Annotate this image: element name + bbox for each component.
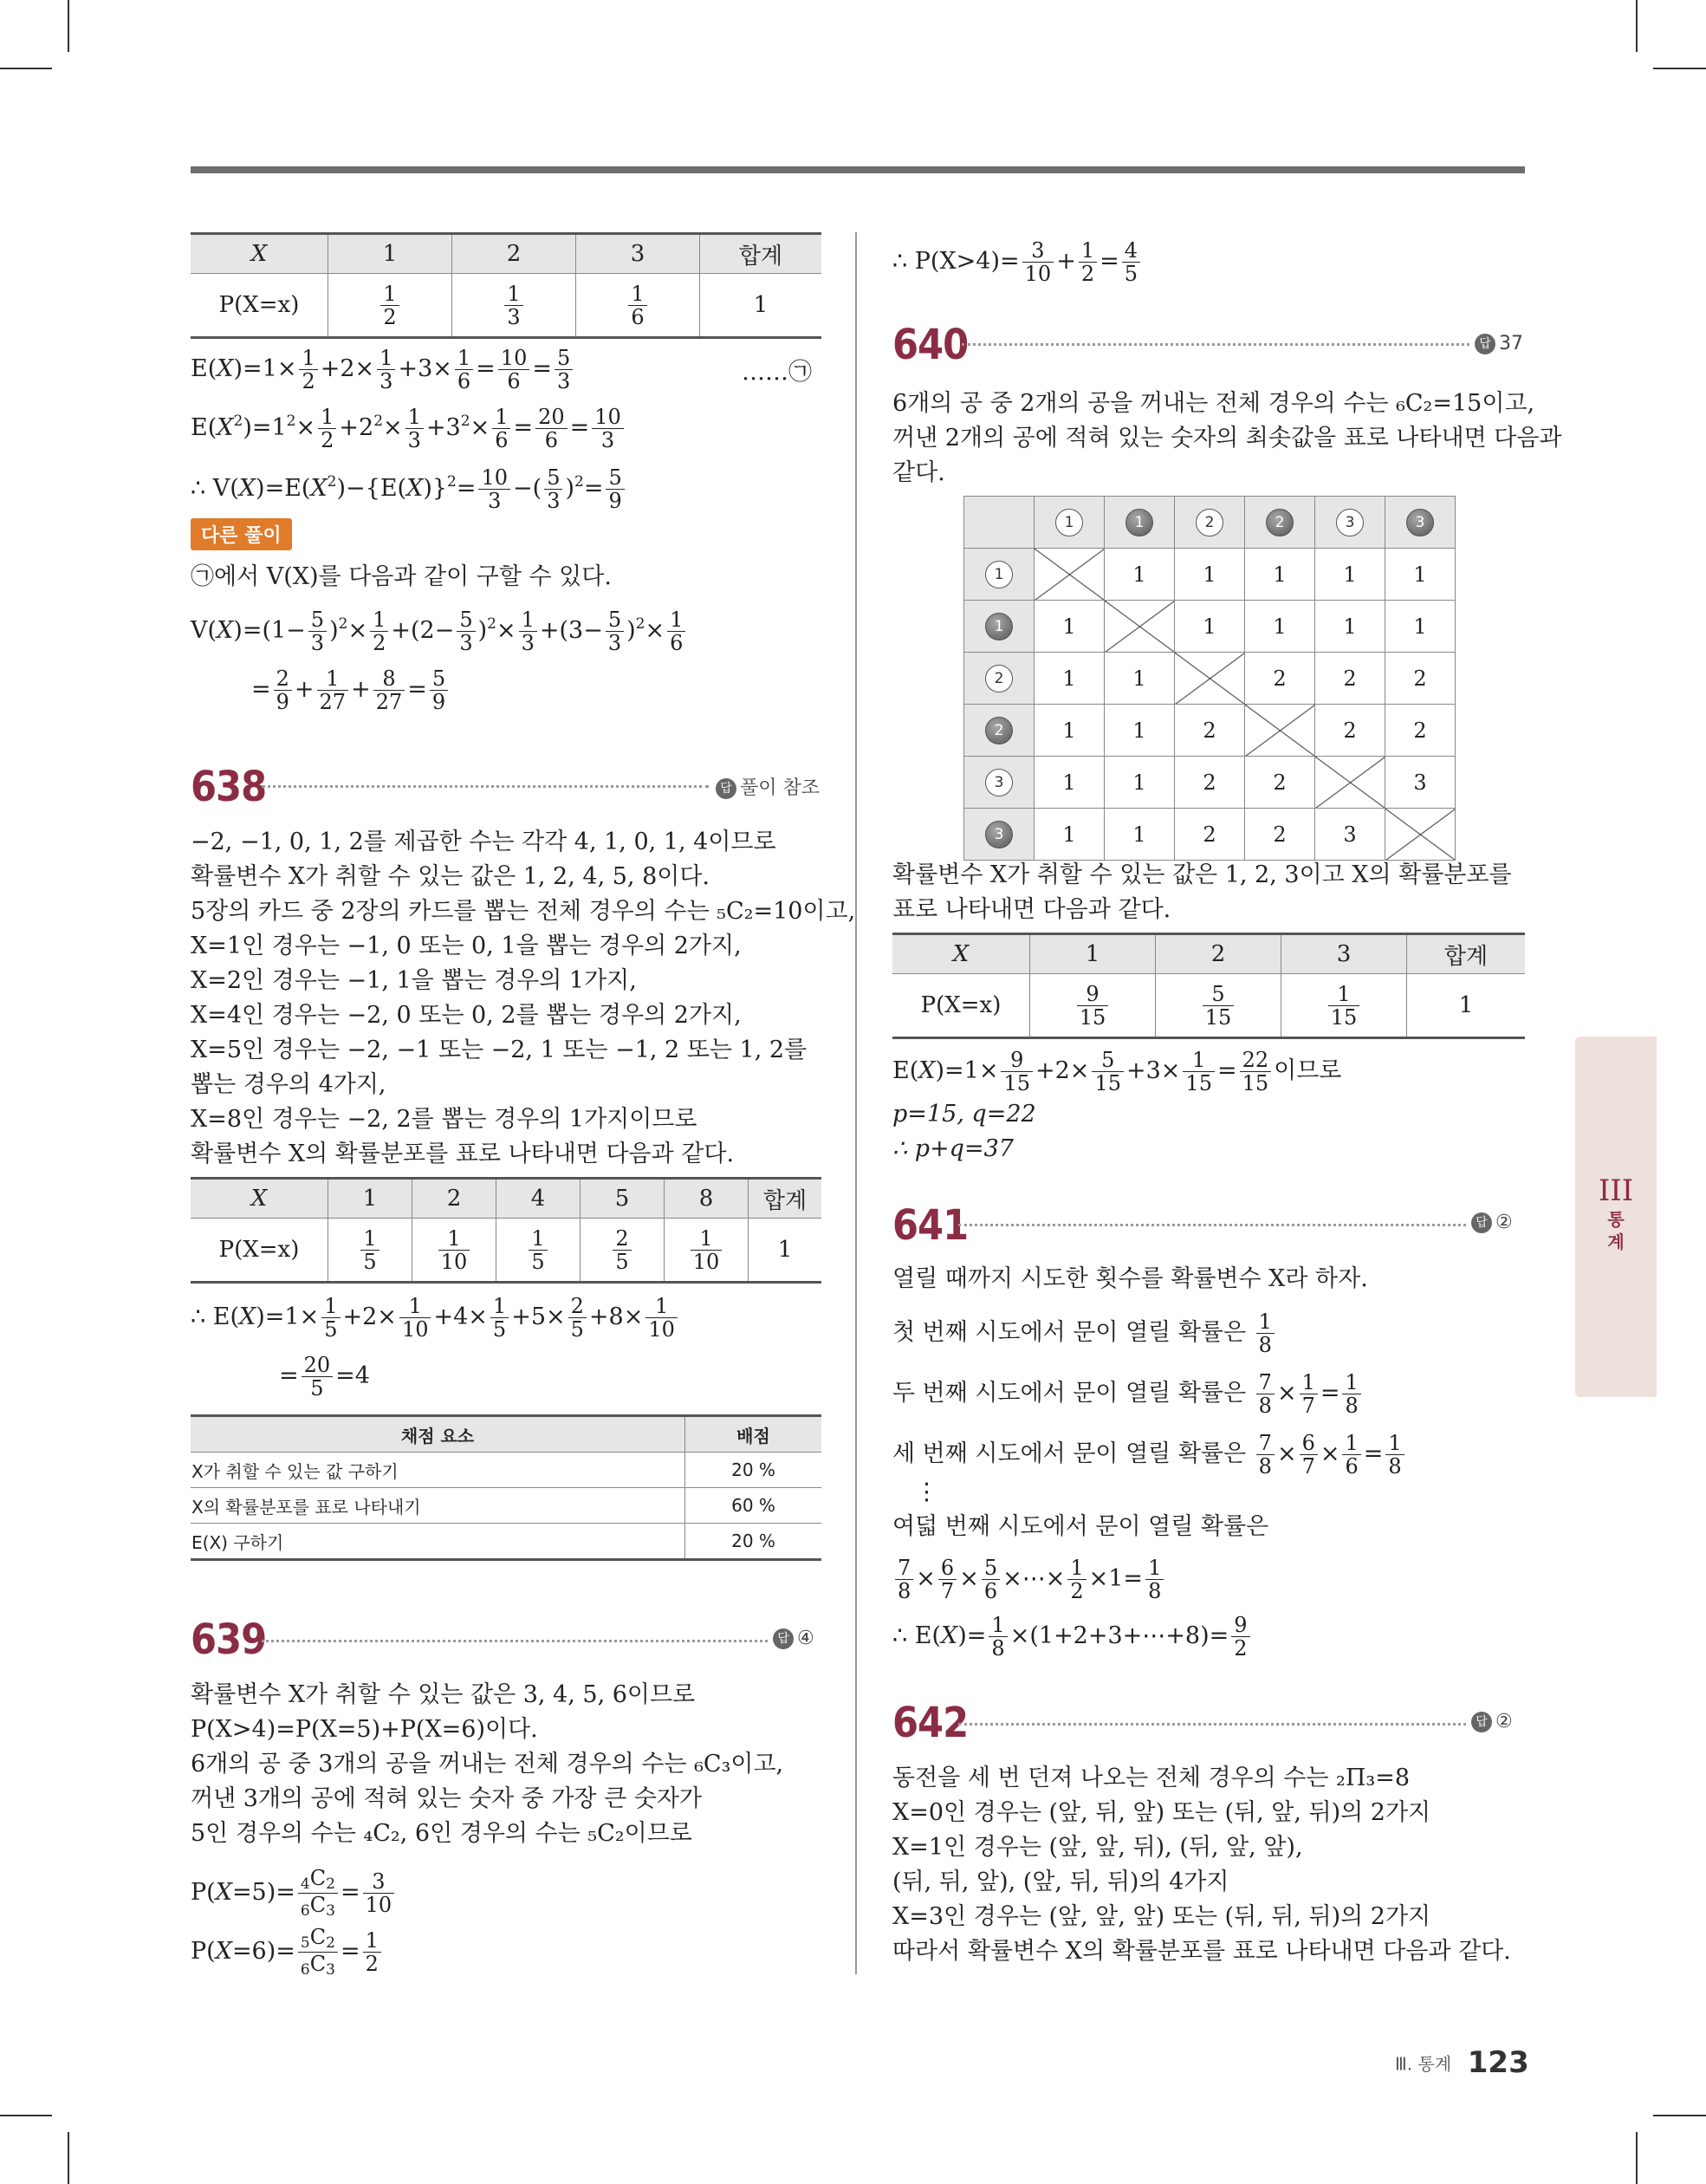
table-row — [191, 1453, 821, 1488]
denominator: 15 — [1079, 1004, 1106, 1030]
table-cell: 1 — [1407, 974, 1526, 1038]
denominator: 10 — [692, 1249, 720, 1274]
text-line: 표로 나타내면 다음과 같다. — [892, 896, 1171, 923]
text-line: 첫 번째 시도에서 문이 열릴 확률은 $\frac{1}{8}$ — [892, 1310, 1277, 1356]
alt-solution-badge: 다른 풀이 — [191, 518, 292, 550]
text-line: 뽑는 경우의 4가지, — [191, 1071, 386, 1098]
table-cell — [328, 274, 452, 338]
table-cell — [1281, 974, 1407, 1038]
answer-icon: 답 — [773, 1628, 794, 1649]
text-line: 세 번째 시도에서 문이 열릴 확률은 $\frac{7}{8}$ × $\frac{6}{7}$ × $\frac{1}{6}$ = $\frac{1}{8}$ — [892, 1432, 1407, 1478]
numerator: 1 — [360, 1227, 379, 1251]
table-header-cell: 3 — [1281, 934, 1407, 974]
grid-cell: 2 — [1385, 653, 1456, 705]
numerator: 1 — [691, 1227, 723, 1251]
equation-marker: ……㉠ — [742, 359, 812, 386]
text-line: 5인 경우의 수는 ₄C₂, 6인 경우의 수는 ₅C₂이므로 — [191, 1820, 692, 1847]
answer-640 — [1475, 333, 1523, 354]
formula-alt-vx: V(X)=(1− $\frac{5}{3}$ )$^2$× $\frac{1}{2}$ +(2− $\frac{5}{3}$ )$^2$× $\frac{1}{3}$ +(3− $\frac{5}{3}$ )$^2$× $\frac{1}{6}$ — [191, 607, 688, 654]
text-span: 세 번째 시도에서 문이 열릴 확률은 — [892, 1440, 1247, 1467]
table-cell — [452, 274, 576, 338]
grid-cell: 2 — [1385, 705, 1456, 757]
text-line: 꺼낸 3개의 공에 적혀 있는 숫자 중 가장 큰 숫자가 — [191, 1785, 702, 1812]
chapter-roman: III — [1598, 1173, 1634, 1208]
problem-number-642: 642 — [892, 1699, 969, 1747]
grid-cell: 2 — [1175, 757, 1245, 809]
grid-cell: 1 — [1385, 549, 1456, 601]
dotted-leader — [262, 785, 709, 788]
formula-8th: $\frac{7}{8}$ × $\frac{6}{7}$ × $\frac{5}{6}$ ×⋯× $\frac{1}{2}$ ×1= $\frac{1}{8}$ — [892, 1557, 1166, 1602]
table-cell — [1156, 974, 1281, 1038]
table-cell — [665, 1219, 749, 1283]
table-cell — [1030, 974, 1156, 1038]
formula-ex: E(X)=1× $\frac{1}{2}$ +2× $\frac{1}{3}$ +3× $\frac{1}{6}$ = $\frac{10}{6}$ = $\frac{5}{3}$ — [191, 347, 575, 393]
table-cell — [576, 274, 700, 338]
formula-p5: P(X=5)= $\frac{_4C_2}{_6C_3}$ = $\frac{3}{10}$ — [191, 1867, 397, 1920]
answer-text: ④ — [797, 1628, 814, 1649]
table-header-cell: 2 — [452, 234, 576, 274]
formula-ex-638-result: = $\frac{20}{5}$ =4 — [279, 1353, 370, 1401]
grid-cell-excluded — [1105, 601, 1175, 653]
vertical-ellipsis: ⋮ — [915, 1479, 938, 1505]
table-cell: 1 — [749, 1219, 822, 1283]
table-header-cell: 합계 — [749, 1179, 822, 1219]
grid-col-header — [1105, 497, 1175, 549]
chapter-label: 계 — [1607, 1232, 1625, 1252]
grid-corner — [964, 497, 1035, 549]
grid-cell: 1 — [1245, 549, 1315, 601]
text-line: X=4인 경우는 −2, 0 또는 0, 2를 뽑는 경우의 2가지, — [191, 1002, 742, 1029]
grid-cell: 1 — [1035, 653, 1105, 705]
grid-cell: 1 — [1105, 705, 1175, 757]
dotted-leader — [262, 1640, 768, 1642]
answer-text: ② — [1495, 1212, 1513, 1233]
dotted-leader — [962, 343, 1469, 346]
answer-text: ② — [1495, 1711, 1513, 1732]
grid-cell: 3 — [1385, 757, 1456, 809]
problem-number-639: 639 — [191, 1615, 267, 1664]
problem-number-640: 640 — [892, 321, 969, 369]
grid-row-header — [964, 653, 1035, 705]
text-line: X=8인 경우는 −2, 2를 뽑는 경우의 1가지이므로 — [191, 1106, 697, 1133]
grid-cell-excluded — [1385, 809, 1456, 861]
grading-table — [191, 1414, 821, 1561]
numerator: 1 — [438, 1227, 470, 1251]
numerator: 1 — [504, 283, 522, 306]
problem-number-638: 638 — [191, 763, 267, 811]
text-span: 두 번째 시도에서 문이 열릴 확률은 — [892, 1380, 1247, 1407]
chapter-side-tab — [1575, 1037, 1657, 1397]
text-line: 6개의 공 중 2개의 공을 꺼내는 전체 경우의 수는 ₆C₂=15이고, — [892, 390, 1535, 417]
dark-ball-icon: 2 — [1266, 509, 1294, 536]
formula-alt-result: = $\frac{2}{9}$ + $\frac{1}{27}$ + $\frac{8}{27}$ = $\frac{5}{9}$ — [251, 667, 451, 713]
table-header-cell: 1 — [1030, 934, 1156, 974]
table-header-cell: X — [191, 234, 328, 274]
denominator: 15 — [1204, 1004, 1232, 1030]
table-row-label: P(X=x) — [191, 1219, 328, 1283]
grid-cell: 2 — [1245, 757, 1315, 809]
dark-ball-icon: 3 — [1406, 509, 1434, 536]
grid-cell: 1 — [1035, 757, 1105, 809]
grid-cell: 1 — [1245, 601, 1315, 653]
formula-vx: ∴ $V(X)=E(X^2)-\{E(X)\}^2=$ $\frac{10}{3}$ −( $\frac{5}{3}$ )$^2$= $\frac{5}{9}$ — [191, 465, 627, 512]
grid-cell: 2 — [1245, 809, 1315, 861]
table-row-label: P(X=x) — [892, 974, 1030, 1038]
dark-ball-icon: 1 — [1125, 509, 1153, 536]
page-footer — [1395, 2045, 1529, 2080]
footer-chapter: Ⅲ. 통계 — [1395, 2053, 1452, 2075]
text-line: p=15, q=22 — [892, 1101, 1036, 1128]
table-row — [191, 1524, 821, 1560]
suffix-text: 이므로 — [1274, 1057, 1342, 1084]
grid-cell: 2 — [1175, 705, 1245, 757]
text-line: (뒤, 뒤, 앞), (앞, 뒤, 뒤)의 4가지 — [892, 1869, 1229, 1895]
grid-col-header — [1315, 497, 1385, 549]
dark-ball-icon: 2 — [985, 717, 1013, 744]
grid-cell: 1 — [1385, 601, 1456, 653]
white-ball-icon: 1 — [985, 561, 1013, 588]
distribution-table-638 — [191, 1177, 821, 1284]
column-divider — [855, 232, 857, 1974]
grid-cell-excluded — [1315, 757, 1385, 809]
text-line: X=2인 경우는 −1, 1을 뽑는 경우의 1가지, — [191, 967, 637, 994]
answer-text: 풀이 참조 — [740, 777, 821, 799]
text-line: 같다. — [892, 459, 945, 486]
text-line: 꺼낸 2개의 공에 적혀 있는 숫자의 최솟값을 표로 나타내면 다음과 — [892, 425, 1562, 452]
table-header-cell: 8 — [665, 1179, 749, 1219]
crop-mark — [1653, 2115, 1706, 2116]
formula-p6: P(X=6)= $\frac{_5C_2}{_6C_3}$ = $\frac{1}{2}$ — [191, 1926, 384, 1979]
grid-row-header — [964, 601, 1035, 653]
numerator: 1 — [380, 283, 399, 306]
table-header-cell: 2 — [412, 1179, 496, 1219]
minimum-value-grid — [963, 496, 1456, 861]
dotted-leader — [958, 1224, 1466, 1226]
crop-mark — [1636, 2132, 1638, 2184]
distribution-table-640 — [892, 933, 1525, 1039]
dotted-leader — [958, 1723, 1466, 1726]
text-line: 확률변수 X가 취할 수 있는 값은 3, 4, 5, 6이므로 — [191, 1681, 696, 1708]
white-ball-icon: 3 — [1336, 509, 1364, 536]
crop-mark — [1653, 68, 1706, 69]
grading-score: 20 % — [685, 1524, 822, 1560]
white-ball-icon: 1 — [1055, 509, 1083, 536]
denominator: 15 — [1330, 1004, 1358, 1030]
grid-cell: 2 — [1245, 653, 1315, 705]
table-header-cell: X — [191, 1179, 328, 1219]
white-ball-icon: 2 — [985, 665, 1013, 692]
grid-row-header — [964, 757, 1035, 809]
grid-cell-excluded — [1035, 549, 1105, 601]
denominator: 5 — [615, 1249, 629, 1274]
grid-cell: 1 — [1105, 653, 1175, 705]
answer-639 — [773, 1628, 814, 1649]
text-line: 여덟 번째 시도에서 문이 열릴 확률은 — [892, 1513, 1269, 1540]
grading-score: 60 % — [685, 1488, 822, 1524]
top-distribution-table — [191, 232, 821, 339]
grid-cell: 1 — [1105, 757, 1175, 809]
grid-cell: 1 — [1315, 601, 1385, 653]
grid-cell: 2 — [1315, 653, 1385, 705]
formula-ex2: $E(X^2)=1^2\times$ $\frac{1}{2}$ $+2^2\times$ $\frac{1}{3}$ $+3^2\times$ $\frac{1}{6}$ = $\frac{20}{6}$ = $\frac{10}{3}$ — [191, 404, 626, 452]
text-line: −2, −1, 0, 1, 2를 제곱한 수는 각각 4, 1, 0, 1, 4이므로 — [191, 829, 776, 855]
grid-cell: 2 — [1175, 809, 1245, 861]
denominator: 3 — [507, 304, 521, 329]
text-line: 동전을 세 번 던져 나오는 전체 경우의 수는 ₂Π₃=8 — [892, 1765, 1411, 1791]
formula-ex-640: E(X)=1× $\frac{9}{15}$ +2× $\frac{5}{15}$ +3× $\frac{1}{15}$ = $\frac{22}{15}$ 이므로 — [892, 1048, 1342, 1095]
text-line: 따라서 확률변수 X의 확률분포를 표로 나타내면 다음과 같다. — [892, 1938, 1511, 1965]
grid-row-header — [964, 549, 1035, 601]
numerator: 5 — [1203, 983, 1235, 1006]
dark-ball-icon: 1 — [985, 613, 1013, 640]
answer-638 — [716, 773, 820, 800]
table-cell — [581, 1219, 665, 1283]
grid-cell: 1 — [1035, 705, 1105, 757]
white-ball-icon: 3 — [985, 769, 1013, 796]
text-line: 확률변수 X의 확률분포를 표로 나타내면 다음과 같다. — [191, 1141, 735, 1167]
formula-p-gt4: ∴ P(X>4)= $\frac{3}{10}$ + $\frac{1}{2}$ = $\frac{4}{5}$ — [892, 239, 1143, 285]
table-header-cell: 4 — [496, 1179, 581, 1219]
crop-mark — [68, 2132, 69, 2184]
table-cell — [496, 1219, 581, 1283]
grid-cell-excluded — [1245, 705, 1315, 757]
table-row-label: P(X=x) — [191, 274, 328, 338]
grading-item: E(X) 구하기 — [191, 1524, 685, 1560]
answer-text: 37 — [1499, 333, 1523, 354]
chapter-label: 통 — [1607, 1209, 1625, 1230]
table-cell: 1 — [700, 274, 822, 338]
numerator: 2 — [613, 1227, 631, 1251]
numerator: 1 — [529, 1227, 547, 1251]
crop-mark — [0, 68, 52, 69]
text-line: 확률변수 X가 취할 수 있는 값은 1, 2, 3이고 X의 확률분포를 — [892, 861, 1512, 888]
answer-icon: 답 — [1475, 334, 1495, 354]
denominator: 2 — [383, 304, 397, 329]
table-header-cell: X — [892, 934, 1030, 974]
text-line: X=1인 경우는 (앞, 앞, 뒤), (뒤, 앞, 앞), — [892, 1834, 1303, 1861]
numerator: 1 — [1328, 983, 1360, 1006]
grid-cell: 1 — [1035, 601, 1105, 653]
text-line: P(X>4)=P(X=5)+P(X=6)이다. — [191, 1716, 538, 1743]
table-header-cell: 합계 — [700, 234, 822, 274]
text-line: 확률변수 X가 취할 수 있는 값은 1, 2, 4, 5, 8이다. — [191, 863, 710, 890]
table-cell — [412, 1219, 496, 1283]
crop-mark — [68, 0, 69, 52]
table-header-cell: 1 — [328, 1179, 412, 1219]
answer-icon: 답 — [1471, 1712, 1492, 1732]
problem-number-641: 641 — [892, 1201, 969, 1250]
text-line: 두 번째 시도에서 문이 열릴 확률은 $\frac{7}{8}$ × $\frac{1}{7}$ = $\frac{1}{8}$ — [892, 1371, 1364, 1417]
grid-cell: 1 — [1175, 549, 1245, 601]
grid-row-header — [964, 705, 1035, 757]
table-row — [191, 1488, 821, 1524]
answer-642 — [1471, 1711, 1513, 1732]
table-header-cell: 합계 — [1407, 934, 1526, 974]
table-header-cell: 3 — [576, 234, 700, 274]
grading-header: 채점 요소 — [191, 1416, 685, 1453]
grid-row-header — [964, 809, 1035, 861]
denominator: 6 — [631, 304, 645, 329]
table-cell — [328, 1219, 412, 1283]
grid-col-header — [1385, 497, 1456, 549]
formula-ex-638: ∴ E(X)=1× $\frac{1}{5}$ +2× $\frac{1}{10}$ +4× $\frac{1}{5}$ +5× $\frac{2}{5}$ +8× $\frac{1}{10}$ — [191, 1295, 680, 1341]
text-line: 열릴 때까지 시도한 횟수를 확률변수 X라 하자. — [892, 1265, 1368, 1292]
crop-mark — [0, 2115, 52, 2116]
grid-cell: 2 — [1315, 705, 1385, 757]
grid-cell: 1 — [1035, 809, 1105, 861]
grid-cell: 1 — [1315, 549, 1385, 601]
table-header-cell: 1 — [328, 234, 452, 274]
grid-col-header — [1035, 497, 1105, 549]
text-line: X=3인 경우는 (앞, 앞, 앞) 또는 (뒤, 뒤, 뒤)의 2가지 — [892, 1903, 1431, 1930]
crop-mark — [1636, 0, 1638, 52]
grid-col-header — [1175, 497, 1245, 549]
table-header-cell: 2 — [1156, 934, 1281, 974]
white-ball-icon: 2 — [1196, 509, 1223, 536]
answer-icon: 답 — [1471, 1212, 1492, 1233]
answer-icon: 답 — [716, 778, 736, 799]
grid-cell-excluded — [1175, 653, 1245, 705]
numerator: 9 — [1077, 983, 1109, 1006]
conclusion-prefix: ∴ P(X>4)= — [892, 248, 1020, 275]
answer-641 — [1471, 1212, 1513, 1233]
grid-cell: 3 — [1315, 809, 1385, 861]
grading-header: 배점 — [685, 1416, 822, 1453]
grid-col-header — [1245, 497, 1315, 549]
grading-score: 20 % — [685, 1453, 822, 1488]
grid-cell: 1 — [1105, 549, 1175, 601]
denominator: 10 — [440, 1249, 468, 1274]
text-line: X=5인 경우는 −2, −1 또는 −2, 1 또는 −1, 2 또는 1, 2를 — [191, 1037, 808, 1063]
grading-item: X가 취할 수 있는 값 구하기 — [191, 1453, 685, 1488]
numerator: 1 — [628, 283, 646, 306]
denominator: 5 — [363, 1249, 377, 1274]
text-line: X=0인 경우는 (앞, 뒤, 앞) 또는 (뒤, 앞, 뒤)의 2가지 — [892, 1799, 1431, 1826]
top-rule — [191, 166, 1525, 173]
text-span: 첫 번째 시도에서 문이 열릴 확률은 — [892, 1319, 1247, 1346]
text-line: X=1인 경우는 −1, 0 또는 0, 1을 뽑는 경우의 2가지, — [191, 933, 742, 959]
page-number: 123 — [1467, 2045, 1529, 2080]
formula-ex-641: ∴ E(X)= $\frac{1}{8}$ ×(1+2+3+⋯+8)= $\frac{9}{2}$ — [892, 1614, 1253, 1660]
grid-cell: 1 — [1175, 601, 1245, 653]
text-line: ∴ p+q=37 — [892, 1135, 1014, 1162]
denominator: 5 — [531, 1249, 545, 1274]
text-line: 6개의 공 중 3개의 공을 꺼내는 전체 경우의 수는 ₆C₃이고, — [191, 1751, 784, 1778]
alt-intro-text: ㉠에서 V(X)를 다음과 같이 구할 수 있다. — [191, 563, 612, 590]
grading-item: X의 확률분포를 표로 나타내기 — [191, 1488, 685, 1524]
table-header-cell: 5 — [581, 1179, 665, 1219]
text-line: 5장의 카드 중 2장의 카드를 뽑는 전체 경우의 수는 ₅C₂=10이고, — [191, 898, 856, 925]
grid-cell: 1 — [1105, 809, 1175, 861]
dark-ball-icon: 3 — [985, 821, 1013, 848]
